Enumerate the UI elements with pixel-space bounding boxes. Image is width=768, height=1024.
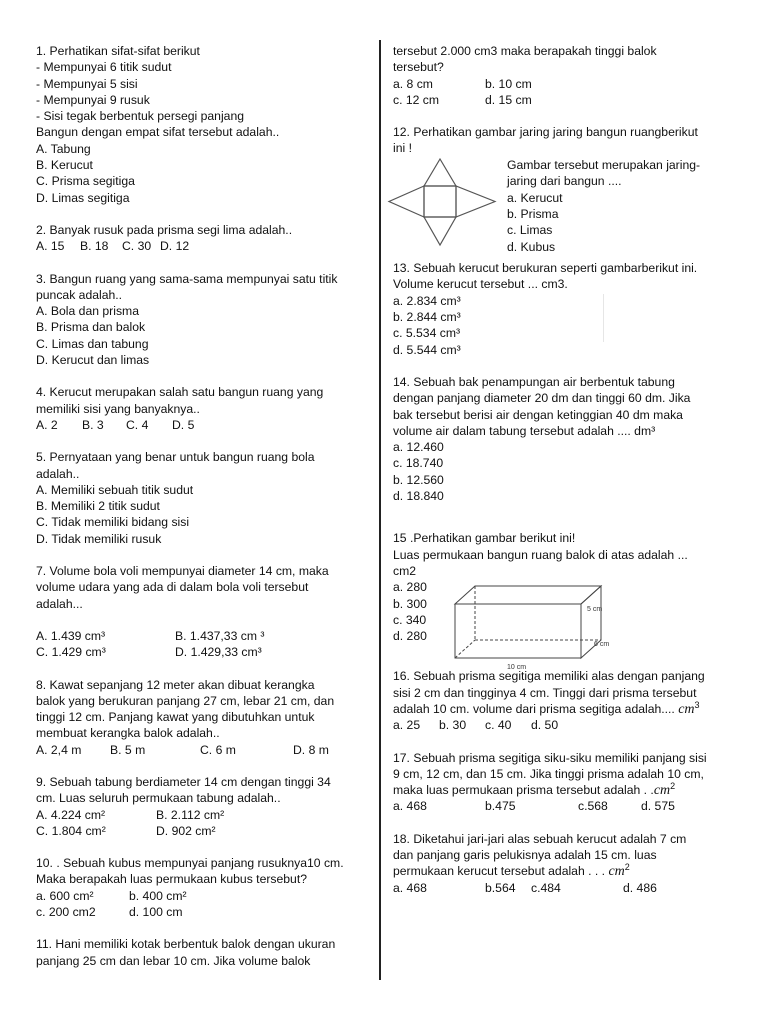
q1-line: - Mempunyai 9 rusuk bbox=[36, 92, 150, 107]
cuboid-front-face bbox=[455, 604, 581, 658]
q14-line: 14. Sebuah bak penampungan air berbentuk tabung bbox=[393, 374, 675, 389]
q18-option: b.564 bbox=[485, 880, 516, 895]
q18-line-with-unit bbox=[393, 863, 733, 879]
q2-stem: 2. Banyak rusuk pada prisma segi lima adalah.. bbox=[36, 222, 293, 237]
q11-line: tersebut? bbox=[393, 60, 444, 75]
q9-option: D. 902 cm² bbox=[156, 823, 216, 838]
q7-option: C. 1.429 cm³ bbox=[36, 645, 106, 660]
q8-line: tinggi 12 cm. Panjang kawat yang dibutuhkan untuk bbox=[36, 710, 315, 725]
q16-line: adalah 10 cm. volume dari prisma segitiga adalah.... bbox=[393, 701, 675, 716]
q11-option: b. 10 cm bbox=[485, 76, 532, 91]
q13-option: a. 2.834 cm³ bbox=[393, 293, 461, 308]
q15-option: a. 280 bbox=[393, 580, 427, 595]
q15-option: b. 300 bbox=[393, 596, 427, 611]
cuboid-height-label: 5 cm bbox=[587, 606, 603, 614]
q11-option: a. 8 cm bbox=[393, 76, 433, 91]
net-triangle-left bbox=[389, 186, 424, 217]
q13-option: b. 2.844 cm³ bbox=[393, 310, 461, 325]
pyramid-net-figure bbox=[387, 157, 503, 247]
q10-option: d. 100 cm bbox=[129, 905, 183, 920]
q17-option: c.568 bbox=[578, 799, 608, 814]
q9-option: A. 4.224 cm² bbox=[36, 807, 106, 822]
question-1 bbox=[36, 43, 366, 206]
q7-options-row bbox=[36, 644, 366, 660]
q17-line: 17. Sebuah prisma segitiga siku-siku memiliki panjang sisi bbox=[393, 750, 707, 765]
q4-line: 4. Kerucut merupakan salah satu bangun ruang yang bbox=[36, 385, 324, 400]
q2-option: D. 12 bbox=[160, 239, 190, 254]
question-4 bbox=[36, 384, 366, 433]
question-18 bbox=[393, 831, 733, 896]
question-11 bbox=[36, 936, 366, 969]
q7-option: A. 1.439 cm³ bbox=[36, 628, 106, 643]
q2-options bbox=[36, 238, 366, 254]
cuboid-length-label: 10 cm bbox=[507, 664, 527, 672]
question-5 bbox=[36, 449, 366, 547]
q5-option: D. Tidak memiliki rusuk bbox=[36, 531, 162, 546]
q1-line: - Mempunyai 6 titik sudut bbox=[36, 60, 172, 75]
q17-unit-exponent: 2 bbox=[670, 781, 676, 792]
q17-unit: cm bbox=[653, 783, 671, 799]
cuboid-hidden-edge bbox=[455, 640, 475, 658]
q8-line: balok yang berukuran panjang 27 cm, lebar 21 cm, dan bbox=[36, 693, 335, 708]
q1-option: A. Tabung bbox=[36, 141, 91, 156]
q11-option: c. 12 cm bbox=[393, 92, 440, 107]
q14-option: c. 18.740 bbox=[393, 456, 444, 471]
q16-line-with-unit bbox=[393, 701, 733, 717]
q18-unit: cm bbox=[608, 864, 625, 880]
q11-option: d. 15 cm bbox=[485, 92, 532, 107]
q5-line: adalah.. bbox=[36, 466, 80, 481]
q17-line: maka luas permukaan prisma tersebut adalah . . bbox=[393, 783, 654, 798]
q18-line: permukaan kerucut tersebut adalah . . . bbox=[393, 864, 606, 879]
q15-option: d. 280 bbox=[393, 629, 427, 644]
q5-option: A. Memiliki sebuah titik sudut bbox=[36, 482, 194, 497]
net-triangle-right bbox=[456, 186, 495, 217]
q7-line: 7. Volume bola voli mempunyai diameter 14 cm, maka bbox=[36, 564, 329, 579]
q15-line: Luas permukaan bangun ruang balok di atas adalah ... bbox=[393, 547, 688, 562]
q9-line: 9. Sebuah tabung berdiameter 14 cm dengan tinggi 34 bbox=[36, 774, 331, 789]
q10-option: b. 400 cm² bbox=[129, 888, 187, 903]
q2-option: B. 18 bbox=[80, 239, 109, 254]
q1-option: D. Limas segitiga bbox=[36, 190, 130, 205]
q16-unit: cm bbox=[678, 701, 695, 717]
q7-line: volume udara yang ada di dalam bola voli tersebut bbox=[36, 580, 309, 595]
question-15 bbox=[393, 530, 733, 672]
q17-line-with-unit bbox=[393, 782, 733, 798]
net-triangle-bottom bbox=[424, 217, 456, 245]
q4-line: memiliki sisi yang banyaknya.. bbox=[36, 401, 200, 416]
q7-options-row bbox=[36, 628, 366, 644]
q7-option: D. 1.429,33 cm³ bbox=[175, 645, 262, 660]
q9-option: C. 1.804 cm² bbox=[36, 823, 106, 838]
q17-option: a. 468 bbox=[393, 799, 427, 814]
q12-side-text: Gambar tersebut merupakan jaring- bbox=[507, 158, 701, 173]
q9-options-row bbox=[36, 807, 366, 823]
left-column bbox=[36, 43, 366, 969]
q8-option: C. 6 m bbox=[200, 742, 236, 757]
q12-option: b. Prisma bbox=[507, 207, 559, 222]
question-9 bbox=[36, 774, 366, 839]
question-7 bbox=[36, 563, 366, 660]
question-16 bbox=[393, 668, 733, 733]
q13-line: 13. Sebuah kerucut berukuran seperti gambarberikut ini. bbox=[393, 261, 698, 276]
question-2 bbox=[36, 222, 366, 255]
q1-option: B. Kerucut bbox=[36, 158, 93, 173]
q8-option: A. 2,4 m bbox=[36, 742, 82, 757]
q10-option: a. 600 cm² bbox=[36, 888, 94, 903]
q10-option: c. 200 cm2 bbox=[36, 905, 96, 920]
q18-line: dan panjang garis pelukisnya adalah 15 cm. luas bbox=[393, 848, 657, 863]
q3-option: B. Prisma dan balok bbox=[36, 320, 146, 335]
question-8 bbox=[36, 677, 366, 758]
q16-options bbox=[393, 717, 733, 733]
q12-option: d. Kubus bbox=[507, 239, 556, 254]
q3-option: C. Limas dan tabung bbox=[36, 336, 149, 351]
q14-option: a. 12.460 bbox=[393, 440, 444, 455]
q9-option: B. 2.112 cm² bbox=[156, 807, 225, 822]
q13-figure-placeholder bbox=[603, 294, 604, 342]
q16-unit-exponent: 3 bbox=[694, 699, 700, 710]
q14-option: d. 18.840 bbox=[393, 489, 444, 504]
q5-option: C. Tidak memiliki bidang sisi bbox=[36, 515, 190, 530]
question-12 bbox=[393, 124, 733, 254]
q13-line: Volume kerucut tersebut ... cm3. bbox=[393, 277, 568, 292]
q14-line: dengan panjang diameter 20 dm dan tinggi 60 dm. Jika bbox=[393, 391, 691, 406]
q16-option: d. 50 bbox=[531, 718, 559, 733]
q8-option: D. 8 m bbox=[293, 742, 329, 757]
q9-line: cm. Luas seluruh permukaan tabung adalah.. bbox=[36, 791, 281, 806]
q17-options bbox=[393, 798, 733, 814]
cuboid-width-label: 6 cm bbox=[594, 641, 610, 649]
q10-options-row bbox=[36, 888, 366, 904]
q12-line: 12. Perhatikan gambar jaring jaring bangun ruangberikut bbox=[393, 125, 698, 140]
q16-line: 16. Sebuah prisma segitiga memiliki alas dengan panjang bbox=[393, 669, 705, 684]
q1-line: - Mempunyai 5 sisi bbox=[36, 76, 138, 91]
column-divider bbox=[379, 40, 381, 980]
q4-option: D. 5 bbox=[172, 417, 195, 432]
q18-unit-exponent: 2 bbox=[624, 862, 630, 873]
q18-line: 18. Diketahui jari-jari alas sebuah kerucut adalah 7 cm bbox=[393, 831, 687, 846]
q12-option: c. Limas bbox=[507, 223, 553, 238]
q1-option: C. Prisma segitiga bbox=[36, 174, 135, 189]
q3-line: puncak adalah.. bbox=[36, 287, 123, 302]
q4-options bbox=[36, 417, 366, 433]
q18-option: a. 468 bbox=[393, 880, 427, 895]
question-14 bbox=[393, 374, 733, 504]
q1-line: - Sisi tegak berbentuk persegi panjang bbox=[36, 109, 244, 124]
cuboid-figure bbox=[451, 582, 621, 672]
q3-option: D. Kerucut dan limas bbox=[36, 353, 150, 368]
q12-side-text: jaring dari bangun .... bbox=[507, 174, 622, 189]
q4-option: C. 4 bbox=[126, 417, 149, 432]
q11-line: panjang 25 cm dan lebar 10 cm. Jika volume balok bbox=[36, 953, 311, 968]
q2-option: A. 15 bbox=[36, 239, 65, 254]
q4-option: A. 2 bbox=[36, 417, 58, 432]
q8-option: B. 5 m bbox=[110, 742, 146, 757]
q17-option: d. 575 bbox=[641, 799, 675, 814]
question-17 bbox=[393, 750, 733, 815]
q15-option: c. 340 bbox=[393, 612, 427, 627]
q12-line: ini ! bbox=[393, 141, 412, 156]
q10-line: Maka berapakah luas permukaan kubus tersebut? bbox=[36, 872, 307, 887]
question-3 bbox=[36, 271, 366, 369]
q14-line: bak tersebut berisi air dengan ketinggian 40 dm maka bbox=[393, 407, 683, 422]
q5-option: B. Memiliki 2 titik sudut bbox=[36, 499, 160, 514]
q16-option: a. 25 bbox=[393, 718, 421, 733]
q18-option: d. 486 bbox=[623, 880, 657, 895]
q17-line: 9 cm, 12 cm, dan 15 cm. Jika tinggi prisma adalah 10 cm, bbox=[393, 766, 704, 781]
q13-option: c. 5.534 cm³ bbox=[393, 326, 461, 341]
q11-line: tersebut 2.000 cm3 maka berapakah tinggi balok bbox=[393, 44, 657, 58]
q12-option: a. Kerucut bbox=[507, 190, 563, 205]
q8-options bbox=[36, 742, 366, 758]
net-triangle-top bbox=[424, 159, 456, 186]
q17-option: b.475 bbox=[485, 799, 516, 814]
q2-option: C. 30 bbox=[122, 239, 152, 254]
q8-line: membuat kerangka balok adalah.. bbox=[36, 726, 220, 741]
q9-options-row bbox=[36, 823, 366, 839]
q15-line: 15 .Perhatikan gambar berikut ini! bbox=[393, 531, 576, 546]
q10-line: 10. . Sebuah kubus mempunyai panjang rusuknya10 cm. bbox=[36, 856, 344, 871]
q16-option: b. 30 bbox=[439, 718, 467, 733]
q11-line: 11. Hani memiliki kotak berbentuk balok dengan ukuran bbox=[36, 937, 336, 952]
q16-option: c. 40 bbox=[485, 718, 512, 733]
q8-line: 8. Kawat sepanjang 12 meter akan dibuat kerangka bbox=[36, 677, 315, 692]
q3-line: 3. Bangun ruang yang sama-sama mempunyai satu titik bbox=[36, 271, 338, 286]
q18-option: c.484 bbox=[531, 880, 561, 895]
q7-line: adalah... bbox=[36, 596, 83, 611]
q11-options-row bbox=[393, 76, 733, 92]
q10-options-row bbox=[36, 904, 366, 920]
cuboid-top-face bbox=[455, 586, 601, 604]
q4-option: B. 3 bbox=[82, 417, 104, 432]
q13-option: d. 5.544 cm³ bbox=[393, 342, 461, 357]
q15-line: cm2 bbox=[393, 563, 417, 578]
q14-option: b. 12.560 bbox=[393, 472, 444, 487]
q7-option: B. 1.437,33 cm ³ bbox=[175, 628, 265, 643]
q5-line: 5. Pernyataan yang benar untuk bangun ruang bola bbox=[36, 450, 315, 465]
q1-line: Bangun dengan empat sifat tersebut adalah.. bbox=[36, 125, 280, 140]
right-column bbox=[393, 43, 733, 896]
net-square-base bbox=[424, 186, 456, 217]
question-10 bbox=[36, 855, 366, 920]
question-13 bbox=[393, 260, 733, 358]
q14-line: volume air dalam tabung tersebut adalah .... dm³ bbox=[393, 423, 656, 438]
q18-options bbox=[393, 880, 733, 896]
question-11-continued bbox=[393, 43, 733, 108]
q1-line: 1. Perhatikan sifat-sifat berikut bbox=[36, 44, 200, 58]
q3-option: A. Bola dan prisma bbox=[36, 304, 139, 319]
q16-line: sisi 2 cm dan tingginya 4 cm. Tinggi dari prisma tersebut bbox=[393, 685, 697, 700]
q11-options-row bbox=[393, 92, 733, 108]
